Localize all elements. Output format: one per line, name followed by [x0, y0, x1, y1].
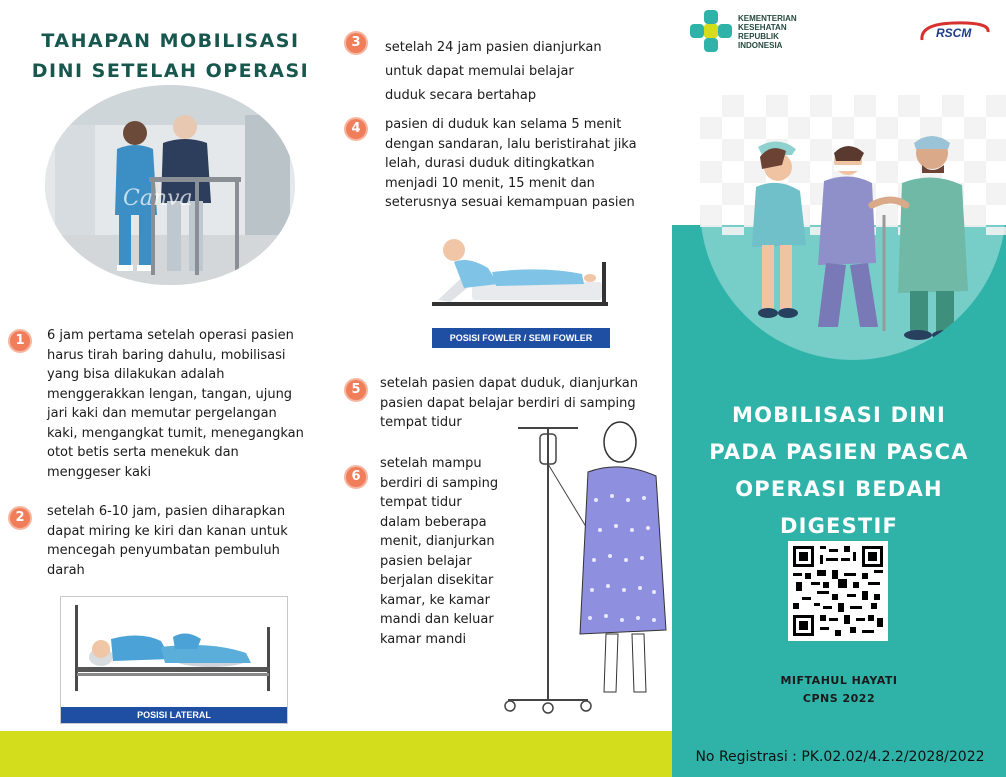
step-6-line: kamar, ke kamar	[380, 592, 490, 608]
step-2-line: dapat miring ke kiri dan kanan untuk	[47, 523, 288, 539]
kemenkes-line: REPUBLIK	[738, 32, 779, 41]
step-4-line: dengan sandaran, lalu beristirahat jika	[385, 136, 637, 152]
step-3-text	[385, 36, 665, 108]
leaflet-title-line2: DINI SETELAH OPERASI	[31, 60, 310, 82]
step-1-line: harus tirah baring dahulu, mobilisasi	[47, 347, 286, 363]
fowler-position-illustration	[432, 228, 610, 326]
author-name: MIFTAHUL HAYATI	[780, 674, 898, 687]
leaflet-title	[18, 26, 323, 86]
step-4-line: seterusnya sesuai kemampuan pasien	[385, 195, 635, 210]
step-5-line: tempat tidur	[380, 415, 462, 430]
brochure-title-line: PADA PASIEN PASCA	[709, 440, 969, 464]
step-4-line: pasien di duduk kan selama 5 menit	[385, 117, 622, 132]
step-2-line: setelah 6-10 jam, pasien diharapkan	[47, 504, 286, 519]
step-6-line: menit, dianjurkan	[380, 534, 495, 549]
step-1-number: 1	[10, 331, 30, 351]
step-6-line: mandi dan keluar	[380, 612, 494, 627]
step-1-text	[47, 326, 322, 482]
standing-iv-patient-figure	[488, 420, 668, 720]
step-1-line: yang bisa dilakukan adalah	[47, 367, 225, 382]
kemenkes-line: INDONESIA	[738, 41, 783, 50]
step-4-text	[385, 115, 665, 213]
step-5-line: setelah pasien dapat duduk, dianjurkan	[380, 376, 639, 391]
step-6-line: setelah mampu	[380, 456, 482, 471]
lateral-caption: POSISI LATERAL	[61, 707, 287, 723]
kemenkes-line: KESEHATAN	[738, 23, 787, 32]
nurse-walker-illustration	[45, 85, 295, 285]
step-4-line: lelah, durasi duduk ditingkatkan	[385, 156, 595, 171]
step-6-number: 6	[346, 467, 366, 487]
step-2-text	[47, 502, 322, 580]
photo-watermark: Canva	[123, 186, 193, 211]
step-6-line: dalam beberapa	[380, 514, 487, 530]
step-6-line: tempat tidur	[380, 495, 462, 510]
step-1-line: jari kaki dan memutar pergelangan	[47, 406, 277, 421]
author-note: CPNS 2022	[802, 692, 876, 705]
step-1-line: otot betis serta menekuk dan	[47, 445, 239, 460]
nurse-walker-photo	[45, 85, 295, 285]
rscm-logo-text: RSCM	[936, 26, 972, 40]
step-1-line: 6 jam pertama setelah operasi pasien	[47, 328, 294, 343]
brochure-title-line: MOBILISASI DINI	[731, 403, 947, 427]
step-1-line: menggerakkan lengan, tangan, ujung	[47, 386, 293, 402]
step-6-line: berdiri di samping	[380, 475, 499, 491]
brochure-title	[680, 397, 998, 545]
lateral-position-illustration	[61, 597, 287, 707]
kemenkes-line: KEMENTERIAN	[738, 14, 797, 23]
step-2-line: darah	[47, 562, 85, 578]
kemenkes-logo-icon	[688, 8, 734, 54]
step-5-number: 5	[346, 380, 366, 400]
registration-number: No Registrasi : PK.02.02/4.2.2/2028/2022	[695, 749, 985, 765]
qr-code[interactable]	[788, 541, 888, 641]
brochure-title-line: OPERASI BEDAH	[735, 477, 943, 501]
bottom-lime-strip	[0, 731, 672, 777]
fowler-position-figure	[432, 228, 610, 350]
step-3-line: untuk dapat memulai belajar	[385, 64, 574, 79]
step-1-line: kaki, mengangkat tumit, menegangkan	[47, 425, 304, 441]
leaflet-title-line1: TAHAPAN MOBILISASI	[41, 30, 300, 52]
step-1-line: menggeser kaki	[47, 464, 152, 480]
step-5-line: pasien dapat belajar berdiri di samping	[380, 395, 636, 411]
step-4-line: menjadi 10 menit, 15 menit dan	[385, 175, 595, 191]
author-block	[680, 672, 998, 708]
step-3-number: 3	[346, 33, 366, 53]
step-6-line: berjalan disekitar	[380, 573, 494, 588]
lateral-position-figure	[60, 596, 288, 724]
fowler-caption: POSISI FOWLER / SEMI FOWLER	[432, 328, 610, 348]
step-3-line: duduk secara bertahap	[385, 88, 537, 103]
standing-iv-patient-illustration	[488, 420, 668, 720]
step-6-line: kamar mandi	[380, 631, 467, 647]
step-4-number: 4	[346, 119, 366, 139]
step-3-line: setelah 24 jam pasien dianjurkan	[385, 40, 602, 55]
step-2-line: mencegah penyumbatan pembuluh	[47, 543, 280, 558]
rscm-logo	[918, 20, 992, 44]
step-6-line: pasien belajar	[380, 553, 472, 569]
kemenkes-wordmark	[738, 14, 828, 50]
step-2-number: 2	[10, 508, 30, 528]
qr-code-pattern	[793, 546, 883, 636]
brochure-title-line: DIGESTIF	[779, 514, 899, 538]
